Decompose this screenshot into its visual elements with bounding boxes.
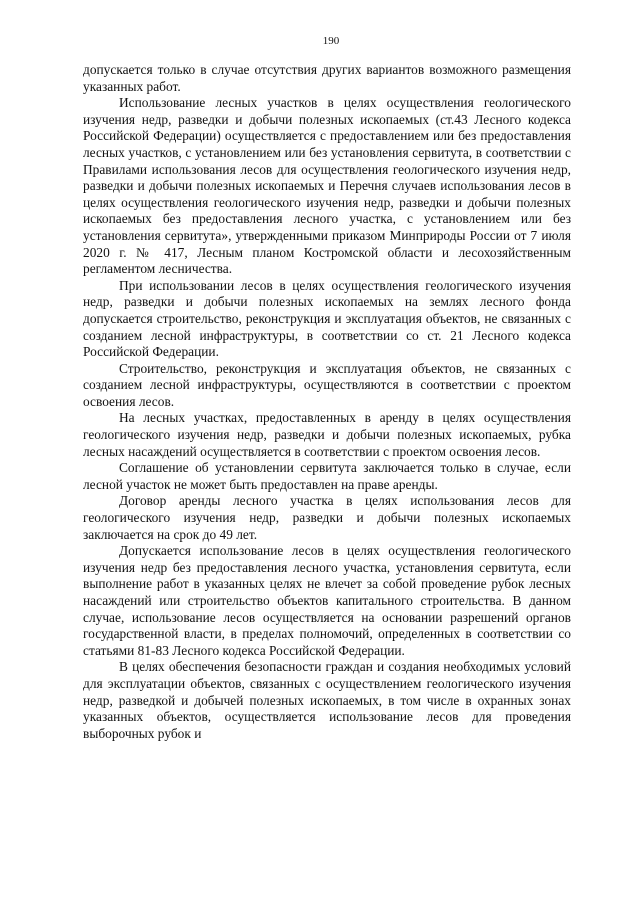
paragraph-6: Соглашение об установлении сервитута заключается только в случае, если лесной участок не может быть предоставлен на праве аренды. [83,460,571,492]
paragraph-5: На лесных участках, предоставленных в аренду в целях осуществления геологического изучения недр, разведки и добычи полезных ископаемых, рубка лесных насаждений осуществляется в соответствии с проектом освоения лесов. [83,410,571,459]
paragraph-2: Использование лесных участков в целях осуществления геологического изучения недр, разведки и добычи полезных ископаемых (ст.43 Лесного кодекса Российской Федерации) осуществляется с предоставлением или без предоставления лесных участков, с установлением или без установления сервитута, в соответствии с Правилами использования лесов для осуществления геологического изучения недр, разведки и добычи полезных ископаемых и Перечня случаев использования лесов в целях осуществления геологического изучения недр, разведки и добычи полезных ископаемых без предоставления лесного участка, с установлением или без установления сервитута», утвержденными приказом Минприроды России от 7 июля 2020 г. № 417, Лесным планом Костромской области и лесохозяйственным регламентом лесничества. [83,95,571,277]
paragraph-4: Строительство, реконструкция и эксплуатация объектов, не связанных с созданием лесной инфраструктуры, осуществляются в соответствии с проектом освоения лесов. [83,360,571,409]
paragraph-8: Допускается использование лесов в целях осуществления геологического изучения недр без предоставления лесного участка, установления сервитута, если выполнение работ в указанных целях не влечет за собой проведение рубок лесных насаждений или строительство объектов капитального строительства. В данном случае, использование лесов осуществляется на основании разрешений органов государственной власти, в пределах полномочий, определенных в соответствии со статьями 81-83 Лесного кодекса Российской Федерации. [83,543,571,658]
paragraph-3: При использовании лесов в целях осуществления геологического изучения недр, разведки и добычи полезных ископаемых на землях лесного фонда допускается строительство, реконструкция и эксплуатация объектов, не связанных с созданием лесной инфраструктуры, в соответствии со ст. 21 Лесного кодекса Российской Федерации. [83,277,571,360]
paragraph-7: Договор аренды лесного участка в целях использования лесов для геологического изучения недр, разведки и добычи полезных ископаемых заключается на срок до 49 лет. [83,493,571,542]
body-text [83,62,571,742]
page-number: 190 [322,35,340,47]
paragraph-9: В целях обеспечения безопасности граждан и создания необходимых условий для эксплуатации объектов, связанных с осуществлением геологического изучения недр, разведкой и добычей полезных ископаемых, в том числе в охранных зонах указанных объектов, осуществляется использование лесов для проведения выборочных рубок и [83,659,571,741]
document-page [83,34,571,742]
paragraph-1: допускается только в случае отсутствия других вариантов возможного размещения указанных работ. [83,62,571,94]
